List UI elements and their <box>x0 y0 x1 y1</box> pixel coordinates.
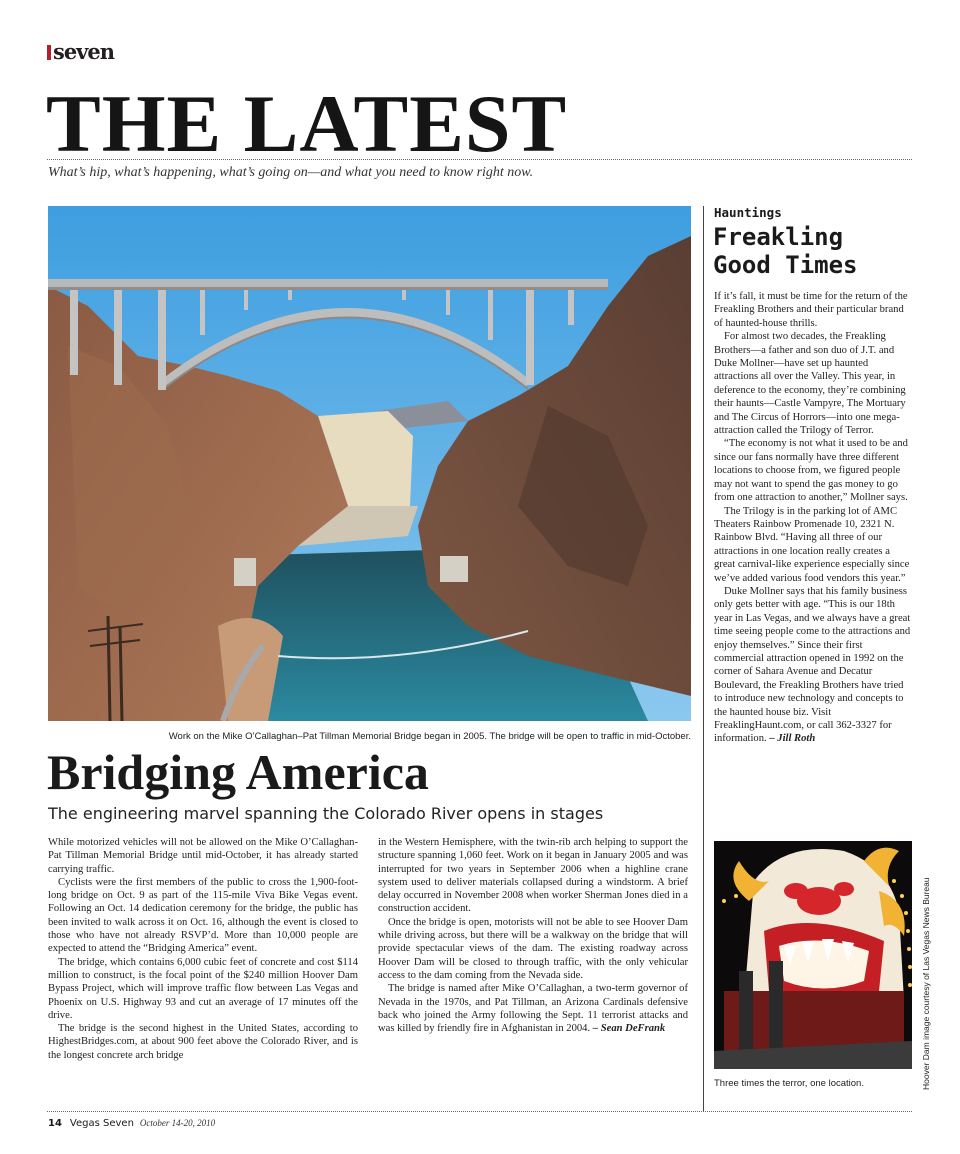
story-paragraph: While motorized vehicles will not be allowed on the Mike O’Callaghan-Pat Tillman Memorial Bridge until mid-October, it has already started carrying traffic. <box>48 837 358 875</box>
sidebar-paragraph: “The economy is not what it used to be and since our fans normally have three different locations to choose from, we figured people may not want to spend the gas money to go from one attraction to another,” Mollner says. <box>714 438 908 504</box>
sidebar-headline <box>713 223 858 279</box>
story-column-1 <box>48 836 358 1062</box>
story-column-2 <box>378 836 688 1035</box>
section-logo-bar <box>47 45 51 60</box>
bridge-photo-caption: Work on the Mike O’Callaghan–Pat Tillman Memorial Bridge began in 2005. The bridge will be open to traffic in mid-October. <box>168 731 691 742</box>
bridge-photo <box>48 206 691 721</box>
story-paragraph: Once the bridge is open, motorists will not be able to see Hoover Dam while driving across, but there will be a walkway on the bridge that will provide spectacular views of the dam. The existing roadway across Hoover Dam will be closed to through traffic, with the only vehicular access to the dam coming from the Nevada side. <box>378 916 688 981</box>
sidebar-headline-line1: Freakling <box>713 223 844 251</box>
sidebar-byline: – Jill Roth <box>769 733 816 745</box>
issue-date: October 14-20, 2010 <box>139 1118 216 1128</box>
photo-credit: Hoover Dam image courtesy of Las Vegas News Bureau <box>921 877 931 1090</box>
story-paragraph: in the Western Hemisphere, with the twin-rib arch helping to support the structure spanning 1,060 feet. Work on it began in January 2005 and was interrupted for two years in September 2006 when a highline crane system used to deliver materials collapsed during a windstorm. A brief delay occurred in November 2008 when worker Sherman Jones died in a construction accident. <box>378 837 688 915</box>
sidebar-paragraph <box>714 585 912 746</box>
page-tagline: What’s hip, what’s happening, what’s going on—and what you need to know right now. <box>48 165 534 180</box>
page-footer <box>48 1118 215 1129</box>
story-byline: – Sean DeFrank <box>592 1023 666 1035</box>
story-headline: Bridging America <box>47 744 429 800</box>
sidebar-kicker: Hauntings <box>714 205 782 220</box>
section-logo <box>47 39 115 64</box>
sidebar-paragraph-text: Duke Mollner says that his family business only gets better with age. “This is our 18th year in Las Vegas, and we always have a great time seeing people come to the attractions and enjoy themselves.” Since their first commercial attraction opened in 1992 on the corner of Sahara Avenue and Decatur Boulevard, the Freakling Brothers have tried to introduce new technology and concepts to the haunted house biz. Visit FreaklingHaunt.com, or call 362-3327 for information. <box>714 585 911 745</box>
story-deck: The engineering marvel spanning the Colorado River opens in stages <box>48 804 604 823</box>
sidebar-body <box>714 290 912 746</box>
sidebar-paragraph: The Trilogy is in the parking lot of AMC Theaters Rainbow Promenade 10, 2321 N. Rainbow Blvd. “Having all three of our attractions in one location really creates a great carnival-like experience especially since we’ve added various food vendors this year.” <box>714 505 910 584</box>
magazine-name: Vegas Seven <box>69 1118 134 1129</box>
clown-photo <box>714 841 912 1069</box>
story-paragraph: The bridge is the second highest in the United States, according to HighestBridges.com, at about 900 feet above the Colorado River, and is the longest concrete arch bridge <box>48 1023 358 1061</box>
sidebar-paragraph: For almost two decades, the Freakling Brothers—a father and son duo of J.T. and Duke Mollner—have set up haunted attractions all over the Valley. This year, in deference to the economy, they’re combining their haunts—Castle Vampyre, The Mortuary and The Circus of Horrors—into one mega-attraction called the Trilogy of Terror. <box>714 331 906 437</box>
story-paragraph: Cyclists were the first members of the public to cross the 1,900-foot-long bridge on Oct. 9 as part of the 115-mile Viva Bike Vegas event. Following an Oct. 14 dedication ceremony for the bridge, the public has been invited to walk across it on Oct. 16, although the event is closed to those who have not already RSVP’d. More than 10,000 people are expected to attend the “Bridging America” event. <box>48 876 358 955</box>
page-title: THE LATEST <box>46 78 568 169</box>
page-number: 14 <box>48 1118 62 1129</box>
story-paragraph <box>378 982 688 1035</box>
section-name: seven <box>53 39 115 64</box>
sidebar-headline-line2: Good Times <box>713 251 858 279</box>
story-paragraph-text: The bridge is named after Mike O’Callaghan, a two-term governor of Nevada in the 1970s, and Pat Tillman, an Arizona Cardinals defensive back who joined the Army following the Sept. 11 terrorist attacks and was killed by friendly fire in Afghanistan in 2004. <box>378 983 688 1035</box>
title-divider <box>47 159 912 160</box>
story-paragraph: The bridge, which contains 6,000 cubic feet of concrete and cost $114 million to construct, is the focal point of the $240 million Hoover Dam Bypass Project, which will improve traffic flow between Las Vegas and Phoenix on U.S. Highway 93 and cut an average of 17 minutes off the drive. <box>48 956 358 1021</box>
footer-divider <box>47 1111 912 1112</box>
column-divider <box>703 206 704 1111</box>
sidebar-paragraph: If it’s fall, it must be time for the return of the Freakling Brothers and their particular brand of haunted-house thrills. <box>714 291 908 329</box>
clown-photo-caption: Three times the terror, one location. <box>714 1078 864 1089</box>
